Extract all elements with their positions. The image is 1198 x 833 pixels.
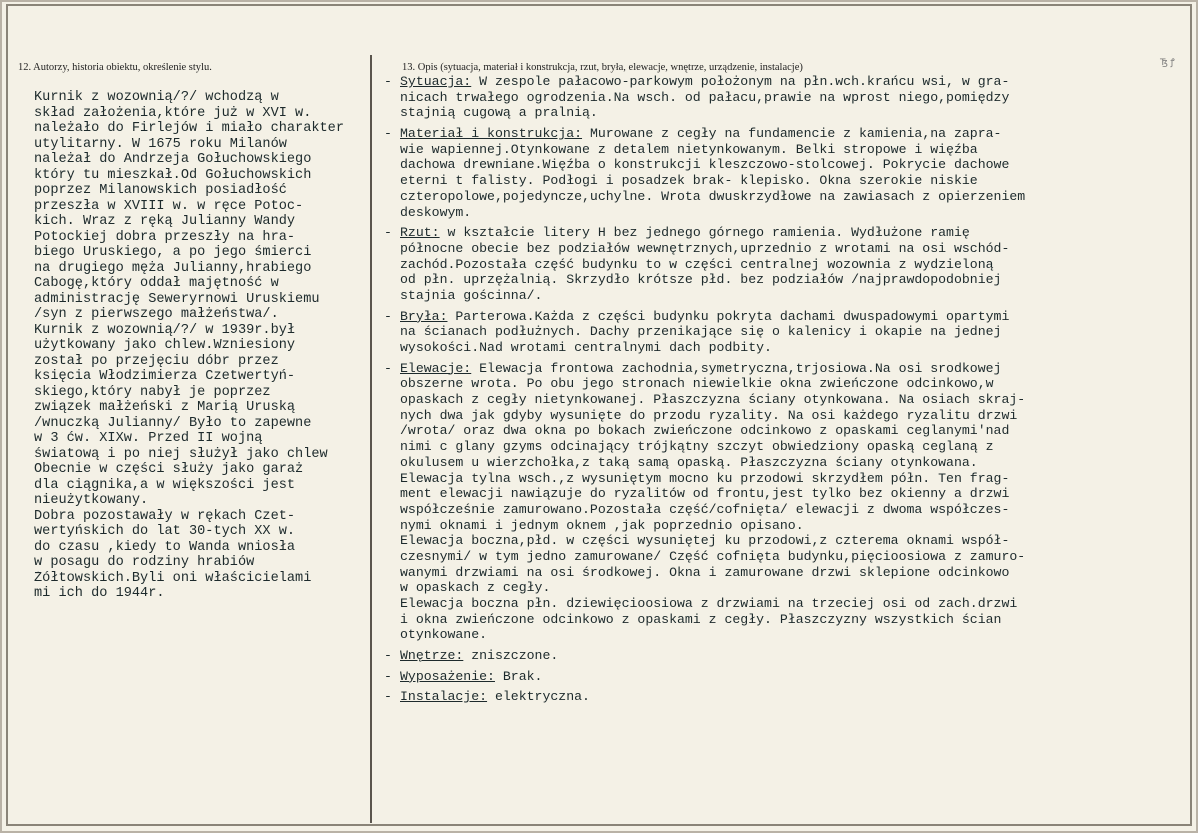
description-line (384, 105, 1186, 121)
history-line: związek małżeński z Marią Uruską (34, 400, 296, 415)
description-line (384, 423, 1186, 439)
section-text: wie wapiennej.Otynkowane z detalem nietynkowanym. Belki stropowe i więźba (400, 141, 978, 157)
history-line: administrację Seweryrnowi Uruskiemu (34, 291, 320, 307)
description-line (384, 392, 1186, 408)
section-bullet: - (384, 668, 392, 684)
section-label: Bryła: (400, 308, 448, 324)
history-line: kich. Wraz z ręką Julianny Wandy (34, 214, 296, 229)
history-line: skład założenia,które już w XVI w. (34, 105, 312, 121)
section-bullet: - (384, 126, 392, 142)
history-line: wertyńskich do lat 30-tych XX w. (34, 524, 296, 539)
section-text: stajnia gościnna/. (400, 287, 543, 303)
corner-mark: Ꜩ ꝭ (1160, 57, 1175, 67)
description-line (384, 189, 1186, 205)
section-bullet: - (384, 648, 392, 664)
section-label: Materiał i konstrukcja: (400, 126, 583, 142)
description-line (384, 549, 1186, 565)
history-line: przeszła w XVIII w. w ręce Potoc- (34, 198, 304, 214)
history-line: na drugiego męża Julianny,hrabiego (34, 260, 312, 276)
section-label: Sytuacja: (400, 74, 472, 89)
section-text: Elewacja boczna,płd. w części wysuniętej ku przodowi,z czterema oknami współ- (400, 533, 1010, 549)
description-line (384, 502, 1186, 518)
description-line (384, 689, 1186, 705)
description-line (384, 272, 1186, 288)
description-line (384, 90, 1186, 106)
section-bullet: - (384, 689, 392, 705)
section-text: Elewacja boczna płn. dziewięcioosiowa z drzwiami na trzeciej osi od zach.drzwi (400, 596, 1018, 611)
section-text: Brak. (494, 668, 543, 684)
section-text: stajnią cugową a pralnią. (400, 105, 598, 121)
frame-border-left (6, 4, 8, 826)
description-line (384, 157, 1186, 173)
description-line (384, 257, 1186, 273)
section-label: Wyposażenie: (400, 668, 495, 684)
description-line (384, 669, 1186, 685)
description-line (384, 324, 1186, 340)
section-label: Instalacje: (400, 689, 488, 705)
section-text: północne obecie bez podziałów wewnętrznych,uprzednio z wrotami na osi wschód- (400, 240, 1010, 256)
section-text: czteropolowe,pojedyncze,uchylne. Wrota dwuskrzydłowe na zawiasach z opierzeniem (400, 188, 1026, 204)
description-line (384, 205, 1186, 221)
description-line (384, 361, 1186, 377)
section-text: współcześnie zamurowano.Pozostała część/cofnięta/ elewacji z dwoma współczes- (400, 501, 1010, 517)
history-line: światową i po niej służył jako chlew (34, 446, 328, 462)
section-text: na ścianach podłużnych. Dachy przenikające się o kalenicy i okapie na jednej (400, 324, 1002, 340)
description-line (384, 376, 1186, 392)
section-text: Parterowa.Każda z części budynku pokryta dachami dwuspadowymi opartymi (447, 308, 1010, 324)
section-text: nimi c glany gzyms odcinający trójkątny szczyt obwiedziony opaską ceglaną z (400, 439, 994, 455)
section-text: W zespole pałacowo-parkowym położonym na płn.wch.krańcu wsi, w gra- (471, 74, 1010, 89)
description-line (384, 126, 1186, 142)
frame-border-right (1190, 4, 1192, 826)
section-text: Murowane z cegły na fundamencie z kamienia,na zapra- (582, 126, 1002, 142)
history-line: /wnuczką Julianny/ Było to zapewne (34, 415, 312, 431)
description-line (384, 142, 1186, 158)
column-divider (370, 55, 372, 823)
section-bullet: - (384, 74, 392, 89)
section-bullet: - (384, 360, 392, 376)
description-line (384, 408, 1186, 424)
history-line: który tu mieszkał.Od Gołuchowskich (34, 167, 312, 183)
history-line: został po przejęciu dóbr przez (34, 353, 279, 369)
section-label: Wnętrze: (400, 648, 464, 664)
section-text: deskowym. (400, 204, 472, 220)
description-line (384, 288, 1186, 304)
description-line (384, 518, 1186, 534)
description-line (384, 309, 1186, 325)
section-label: Elewacje: (400, 360, 472, 376)
history-line: Dobra pozostawały w rękach Czet- (34, 508, 296, 524)
section-text: zniszczone. (463, 648, 559, 664)
history-line: Obecnie w części służy jako garaż (34, 462, 304, 477)
description-line (384, 225, 1186, 241)
history-line: poprzez Milanowskich posiadłość (34, 183, 287, 198)
section-text: /wrota/ oraz dwa okna po bokach zwieńczone odcinkowo z opaskami ceglanymi'nad (400, 423, 1010, 439)
description-line (384, 439, 1186, 455)
history-line: księcia Włodzimierza Czetwertyń- (34, 369, 296, 384)
section-label: Rzut: (400, 225, 440, 241)
section-text: i okna zwieńczone odcinkowo z opaskami z cegły. Płaszczyzny wszystkich ścian (400, 611, 1002, 627)
history-line: mi ich do 1944r. (34, 586, 165, 601)
description-line (384, 533, 1186, 549)
section-text: nicach trwałego ogrodzenia.Na wsch. od pałacu,prawie na wprost niego,pomiędzy (400, 89, 1010, 105)
description-text (384, 74, 1186, 705)
section-text: w kształcie litery H bez jednego górnego ramienia. Wydłużone ramię (439, 225, 970, 241)
left-column-header: 12. Autorzy, historia obiektu, określenie stylu. (18, 62, 212, 73)
description-line (384, 486, 1186, 502)
description-line (384, 565, 1186, 581)
history-line: w posagu do rodziny hrabiów (34, 555, 255, 570)
section-text: eterni t falisty. Podłogi i posadzek brak- klepisko. Okna szerokie niskie (400, 173, 978, 189)
section-text: Elewacja frontowa zachodnia,symetryczna,trjosiowa.Na osi srodkowej (471, 360, 1002, 376)
history-line: utylitarny. W 1675 roku Milanów (34, 136, 287, 152)
section-bullet: - (384, 308, 392, 324)
section-text: ment elewacji nawiązuje do ryzalitów od frontu,jest tylko bez okienny a drzwi (400, 486, 1010, 502)
history-text (34, 90, 364, 602)
description-line (384, 471, 1186, 487)
history-line: skiego,który nabył je poprzez (34, 384, 271, 400)
history-line: należał do Andrzeja Gołuchowskiego (34, 152, 312, 167)
history-line: w 3 ćw. XIXw. Przed II wojną (34, 431, 263, 446)
section-text: wanymi drzwiami na osi środkowej. Okna i zamurowane drzwi sklepione odcinkowo (400, 564, 1010, 580)
section-text: dachowa drewniane.Więźba o konstrukcji kleszczowo-stolcowej. Pokrycie dachowe (400, 157, 1010, 173)
history-line: /syn z pierwszego małżeństwa/. (34, 307, 279, 322)
history-line: Kurnik z wozownią/?/ wchodzą w (34, 90, 279, 105)
history-line: Żółtowskich.Byli oni właścicielami (34, 570, 312, 586)
description-line (384, 627, 1186, 643)
history-line: Potockiej dobra przeszły na hra- (34, 229, 296, 245)
description-line (384, 648, 1186, 664)
description-line (384, 173, 1186, 189)
description-line (384, 596, 1186, 612)
description-line (384, 340, 1186, 356)
history-line: Cabogę,który oddał majętność w (34, 276, 279, 291)
section-text: otynkowane. (400, 627, 488, 643)
history-line: Kurnik z wozownią/?/ w 1939r.był (34, 322, 296, 338)
section-text: elektryczna. (487, 689, 590, 705)
history-line: należało do Firlejów i miało charakter (34, 121, 344, 136)
section-text: czesnymi/ w tym jedno zamurowane/ Część cofnięta budynku,pięcioosiowa z zamuro- (400, 548, 1026, 564)
section-text: wysokości.Nad wrotami centralnymi dach podbity. (400, 340, 772, 355)
frame-border-bottom (6, 824, 1192, 826)
section-text: zachód.Pozostała część budynku to w części centralnej wozownia z wydzieloną (400, 256, 994, 272)
section-text: okulusem u wierzchołka,z taką samą opaską. Płaszczyzna ściany otynkowana. (400, 454, 978, 470)
section-text: opaskach z cegły nietynkowanej. Płaszczyzna ściany otynkowana. Na osiach skraj- (400, 392, 1026, 408)
section-text: nych dwa jak gdyby wysunięte do przodu ryzality. Na osi każdego ryzalitu drzwi (400, 407, 1018, 423)
history-line: biego Uruskiego, a po jego śmierci (34, 245, 312, 260)
description-line (384, 74, 1186, 90)
section-text: w opaskach z cegły. (400, 580, 551, 596)
section-text: Elewacja tylna wsch.,z wysuniętym mocno ku przodowi skrzydłem półn. Ten frag- (400, 470, 1010, 486)
description-line (384, 612, 1186, 628)
history-line: dla ciągnika,a w większości jest (34, 477, 296, 493)
section-text: nymi oknami i jednym oknem ,jak poprzednio opisano. (400, 517, 804, 533)
description-line (384, 241, 1186, 257)
history-line: nieużytkowany. (34, 493, 149, 508)
section-bullet: - (384, 225, 392, 241)
description-line (384, 455, 1186, 471)
history-line: do czasu ,kiedy to Wanda wniosła (34, 539, 296, 555)
right-column-header: 13. Opis (sytuacja, materiał i konstrukcja, rzut, bryła, elewacje, wnętrze, urządzenie, instalacje) (402, 62, 803, 73)
section-text: obszerne wrota. Po obu jego stronach niewielkie okna zwieńczone odcinkowo,w (400, 376, 994, 392)
frame-border-top (6, 4, 1192, 6)
section-text: od płn. uprzężalnią. Skrzydło krótsze płd. bez podziałów /najprawdopodobniej (400, 272, 1002, 288)
history-line: użytkowany jako chlew.Wzniesiony (34, 338, 296, 353)
description-line (384, 580, 1186, 596)
